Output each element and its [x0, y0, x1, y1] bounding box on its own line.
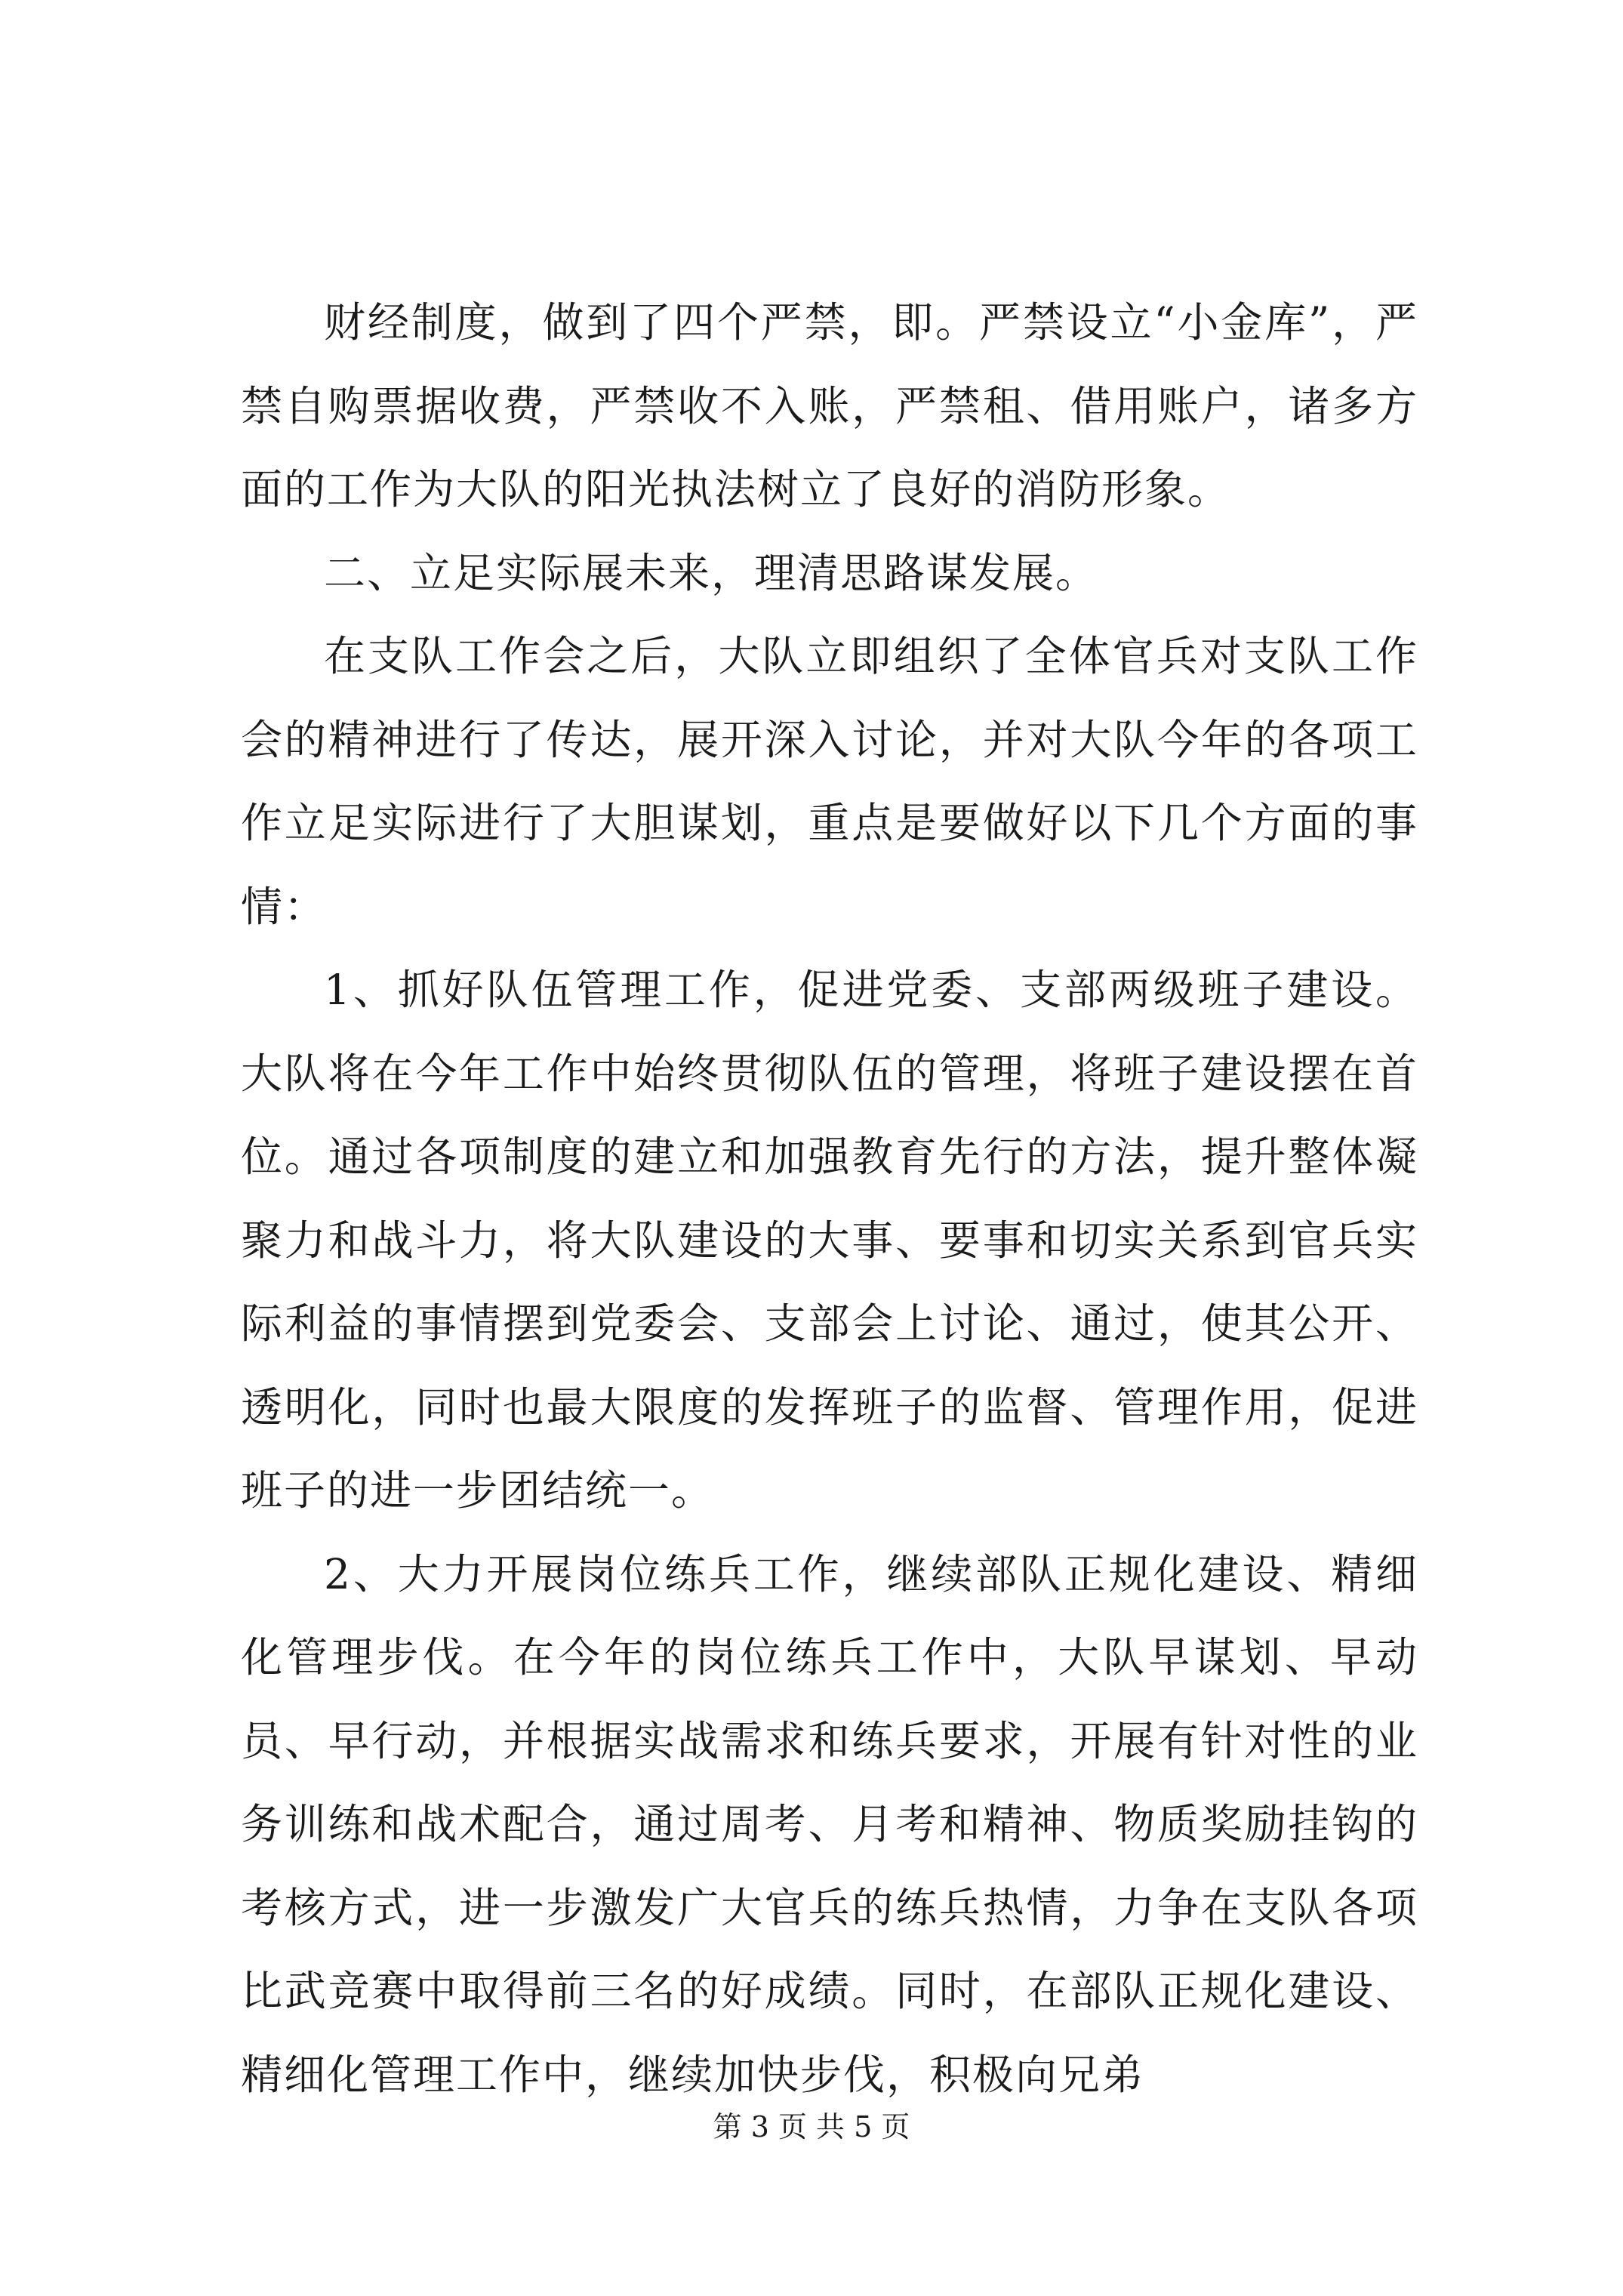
- paragraph-finance-rules: 财经制度，做到了四个严禁，即。严禁设立“小金库”，严禁自购票据收费，严禁收不入账，严禁租、借用账户，诸多方面的工作为大队的阳光执法树立了良好的消防形象。: [241, 298, 1418, 513]
- paragraph-item-2: 2、大力开展岗位练兵工作，继续部队正规化建设、精细化管理步伐。在今年的岗位练兵工作中，大队早谋划、早动员、早行动，并根据实战需求和练兵要求，开展有针对性的业务训练和战术配合，通过周考、月考和精神、物质奖励挂钩的考核方式，进一步激发广大官兵的练兵热情，力争在支队各项比武竞赛中取得前三名的好成绩。同时，在部队正规化建设、精细化管理工作中，继续加快步伐，积极向兄弟: [241, 1549, 1418, 2099]
- paragraph-meeting-summary: 在支队工作会之后，大队立即组织了全体官兵对支队工作会的精神进行了传达，展开深入讨论，并对大队今年的各项工作立足实际进行了大胆谋划，重点是要做好以下几个方面的事情：: [241, 632, 1418, 931]
- paragraph-item-1: 1、抓好队伍管理工作，促进党委、支部两级班子建设。大队将在今年工作中始终贯彻队伍的管理，将班子建设摆在首位。通过各项制度的建立和加强教育先行的方法，提升整体凝聚力和战斗力，将大队建设的大事、要事和切实关系到官兵实际利益的事情摆到党委会、支部会上讨论、通过，使其公开、透明化，同时也最大限度的发挥班子的监督、管理作用，促进班子的进一步团结统一。: [241, 966, 1418, 1515]
- paragraph-section-heading: 二、立足实际展未来，理清思路谋发展。: [324, 548, 1099, 597]
- document-body: [241, 281, 1418, 2116]
- page-footer: 第 3 页 共 5 页: [713, 2110, 910, 2143]
